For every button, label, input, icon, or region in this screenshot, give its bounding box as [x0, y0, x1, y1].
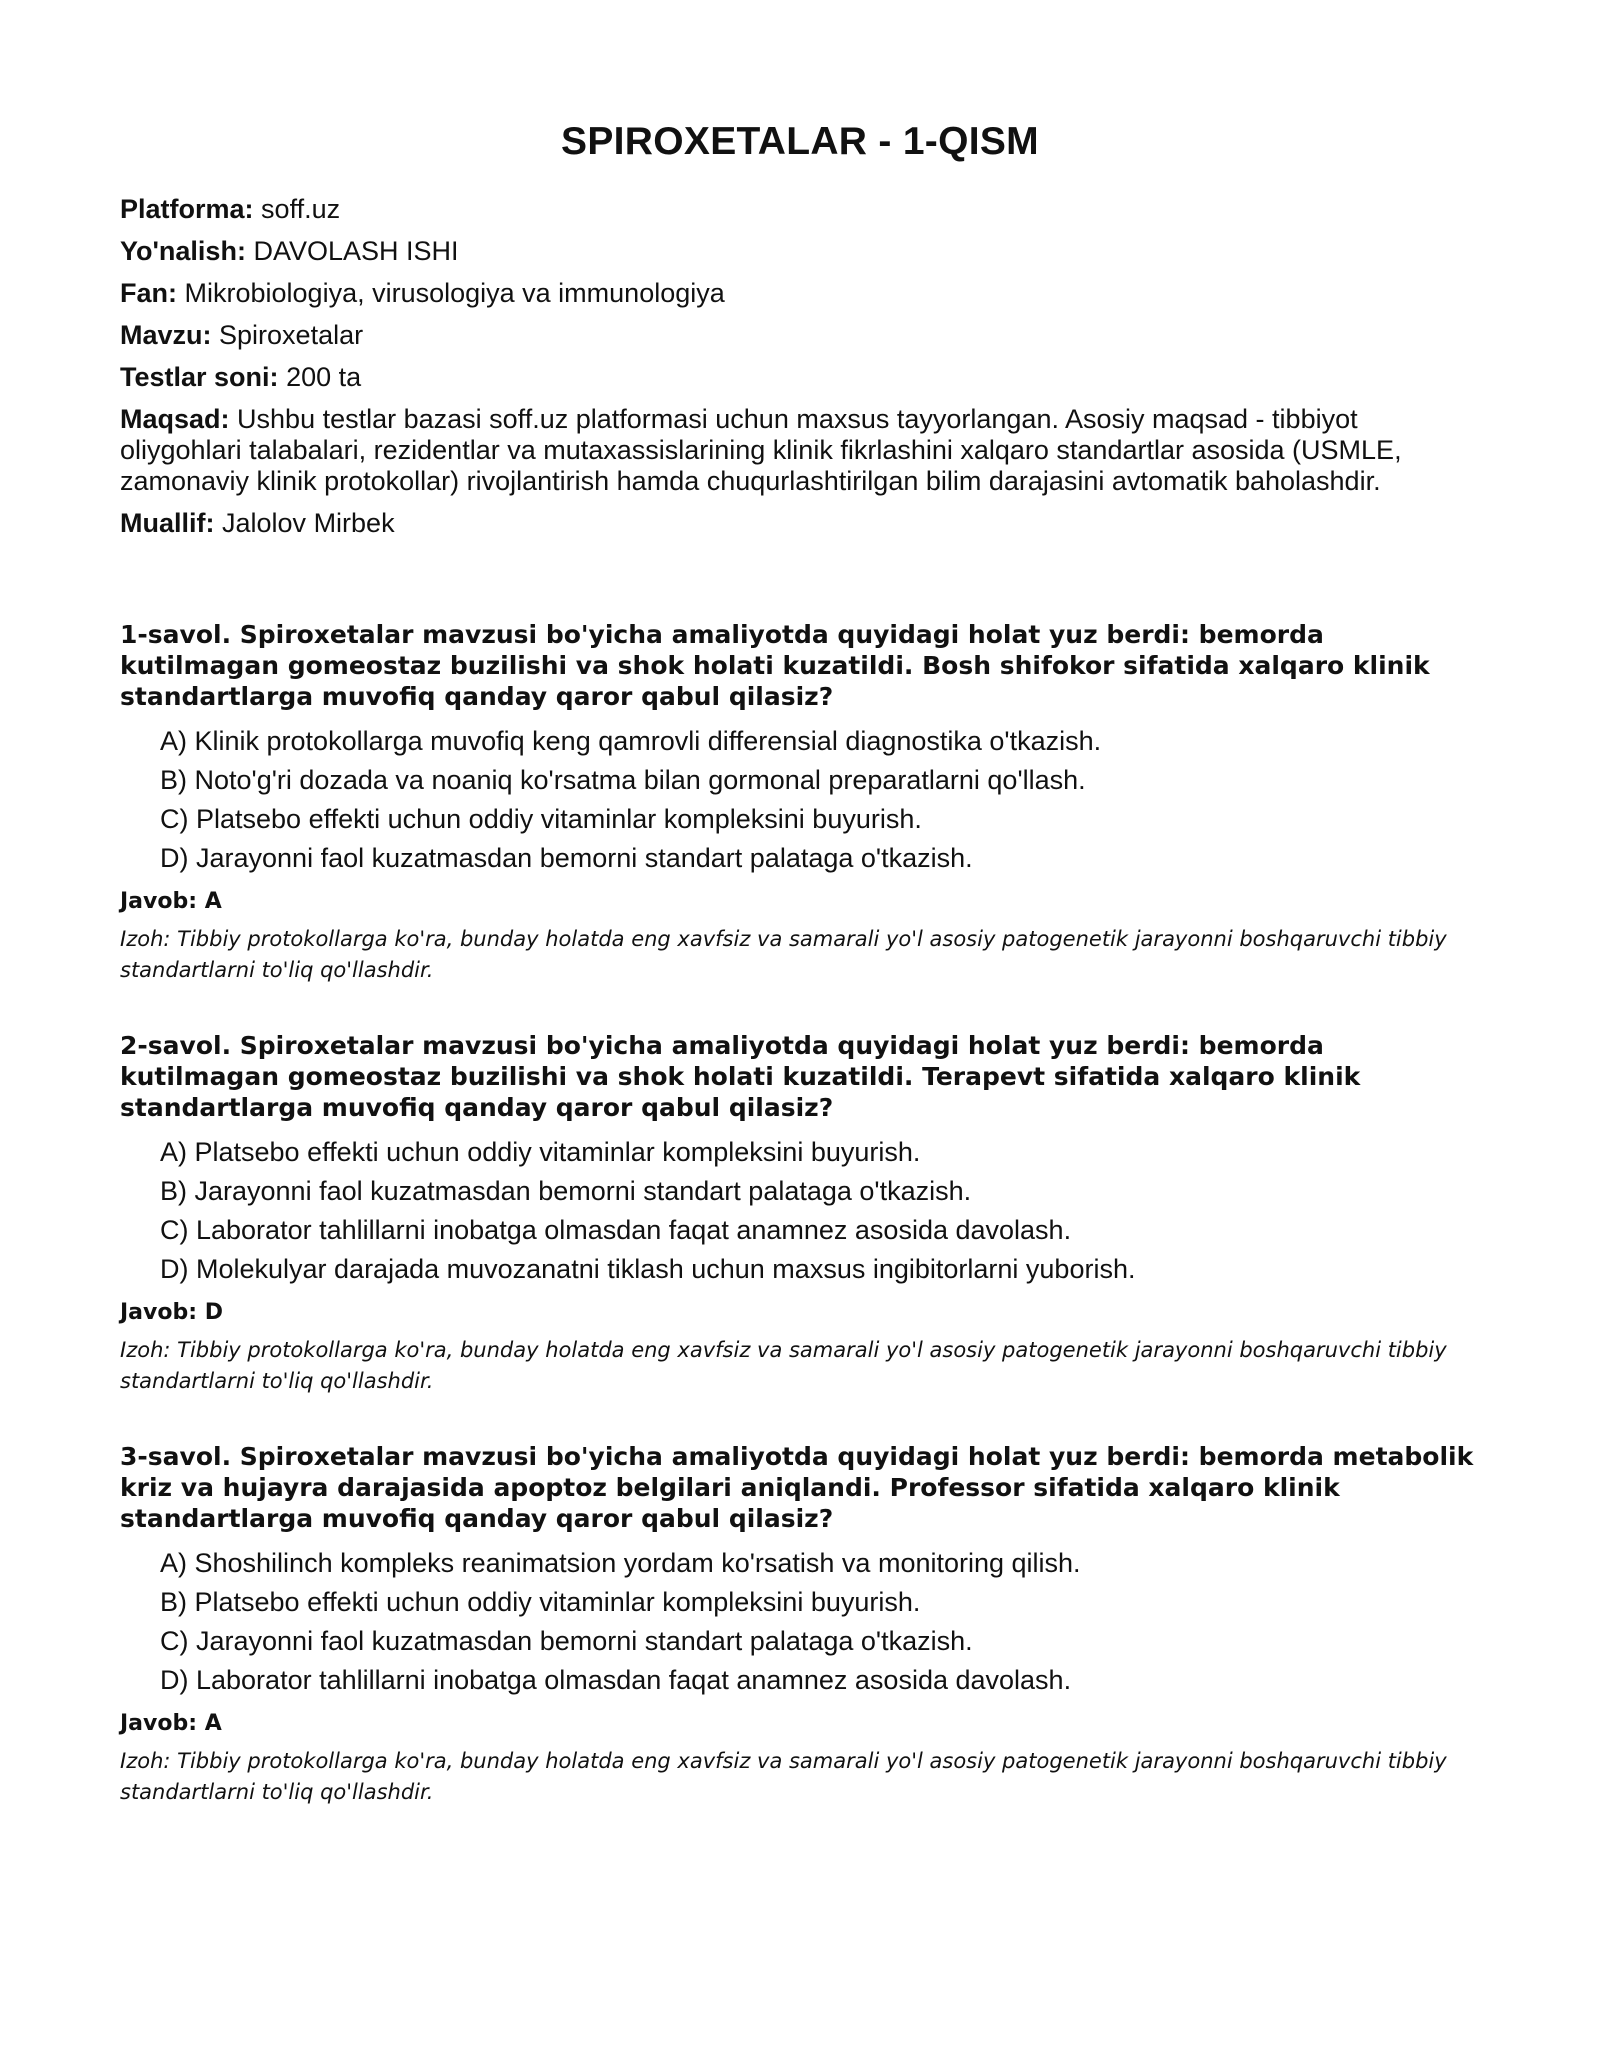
option-b: B) Jarayonni faol kuzatmasdan bemorni standart palataga o'tkazish. [160, 1176, 972, 1206]
meta-platform [120, 194, 1480, 225]
question-list [120, 619, 1480, 1808]
explanation: Izoh: Tibbiy protokollarga ko'ra, bunday holatda eng xavfsiz va samarali yo'l asosiy patogenetik jarayonni boshqaruvchi tibbiy standartlarni to'liq qo'llashdir. [120, 927, 1447, 982]
meta-value: Mikrobiologiya, virusologiya va immunologiya [184, 278, 725, 308]
option-c: C) Platsebo effekti uchun oddiy vitaminlar kompleksini buyurish. [160, 804, 922, 834]
meta-block [120, 194, 1480, 539]
question-title: 1-savol. Spiroxetalar mavzusi bo'yicha amaliyotda quyidagi holat yuz berdi: bemorda kutilmagan gomeostaz buzilishi va shok holati kuzatildi. Bosh shifokor sifatida xalqaro klinik standartlarga muvofiq qanday qaror qabul qilasiz? [120, 620, 1430, 711]
answer: Javob: A [120, 1711, 222, 1736]
meta-author [120, 508, 1480, 539]
question-1 [120, 619, 1480, 986]
meta-value: soff.uz [261, 194, 341, 224]
question-title: 3-savol. Spiroxetalar mavzusi bo'yicha amaliyotda quyidagi holat yuz berdi: bemorda metabolik kriz va hujayra darajasida apoptoz belgilari aniqlandi. Professor sifatida xalqaro klinik standartlarga muvofiq qanday qaror qabul qilasiz? [120, 1442, 1474, 1533]
meta-key: Yo'nalish: [120, 236, 246, 266]
option-d: D) Laborator tahlillarni inobatga olmasdan faqat anamnez asosida davolash. [160, 1665, 1072, 1695]
meta-subject [120, 278, 1480, 309]
meta-key: Platforma: [120, 194, 254, 224]
meta-value: DAVOLASH ISHI [253, 236, 459, 266]
answer: Javob: A [120, 889, 222, 914]
answer: Javob: D [120, 1300, 223, 1325]
option-a: A) Klinik protokollarga muvofiq keng qamrovli differensial diagnostika o'tkazish. [160, 726, 1102, 756]
meta-value: Spiroxetalar [219, 320, 364, 350]
option-b: B) Noto'g'ri dozada va noaniq ko'rsatma bilan gormonal preparatlarni qo'llash. [160, 765, 1086, 795]
option-a: A) Platsebo effekti uchun oddiy vitaminlar kompleksini buyurish. [160, 1137, 921, 1167]
meta-direction [120, 236, 1480, 267]
question-2 [120, 1030, 1480, 1397]
meta-value: 200 ta [286, 362, 362, 392]
question-3 [120, 1441, 1480, 1808]
option-c: C) Laborator tahlillarni inobatga olmasdan faqat anamnez asosida davolash. [160, 1215, 1072, 1245]
meta-goal [120, 404, 1480, 497]
meta-value: Ushbu testlar bazasi soff.uz platformasi uchun maxsus tayyorlangan. Asosiy maqsad - tibbiyot oliygohlari talabalari, rezidentlar va mutaxassislarining klinik fikrlashini xalqaro standartlar asosida (USMLE, zamonaviy klinik protokollar) rivojlantirish hamda chuqurlashtirilgan bilim darajasini avtomatik baholashdir. [120, 404, 1402, 496]
explanation: Izoh: Tibbiy protokollarga ko'ra, bunday holatda eng xavfsiz va samarali yo'l asosiy patogenetik jarayonni boshqaruvchi tibbiy standartlarni to'liq qo'llashdir. [120, 1749, 1447, 1804]
option-d: D) Molekulyar darajada muvozanatni tiklash uchun maxsus ingibitorlarni yuborish. [160, 1254, 1136, 1284]
option-b: B) Platsebo effekti uchun oddiy vitaminlar kompleksini buyurish. [160, 1587, 921, 1617]
explanation: Izoh: Tibbiy protokollarga ko'ra, bunday holatda eng xavfsiz va samarali yo'l asosiy patogenetik jarayonni boshqaruvchi tibbiy standartlarni to'liq qo'llashdir. [120, 1338, 1447, 1393]
meta-value: Jalolov Mirbek [222, 508, 395, 538]
option-a: A) Shoshilinch kompleks reanimatsion yordam ko'rsatish va monitoring qilish. [160, 1548, 1081, 1578]
meta-test-count [120, 362, 1480, 393]
option-c: C) Jarayonni faol kuzatmasdan bemorni standart palataga o'tkazish. [160, 1626, 973, 1656]
meta-key: Mavzu: [120, 320, 212, 350]
meta-key: Fan: [120, 278, 177, 308]
page-title: SPIROXETALAR - 1-QISM [561, 120, 1039, 163]
option-d: D) Jarayonni faol kuzatmasdan bemorni standart palataga o'tkazish. [160, 843, 973, 873]
meta-key: Maqsad: [120, 404, 230, 434]
question-title: 2-savol. Spiroxetalar mavzusi bo'yicha amaliyotda quyidagi holat yuz berdi: bemorda kutilmagan gomeostaz buzilishi va shok holati kuzatildi. Terapevt sifatida xalqaro klinik standartlarga muvofiq qanday qaror qabul qilasiz? [120, 1031, 1361, 1122]
meta-topic [120, 320, 1480, 351]
meta-key: Testlar soni: [120, 362, 279, 392]
meta-key: Muallif: [120, 508, 215, 538]
